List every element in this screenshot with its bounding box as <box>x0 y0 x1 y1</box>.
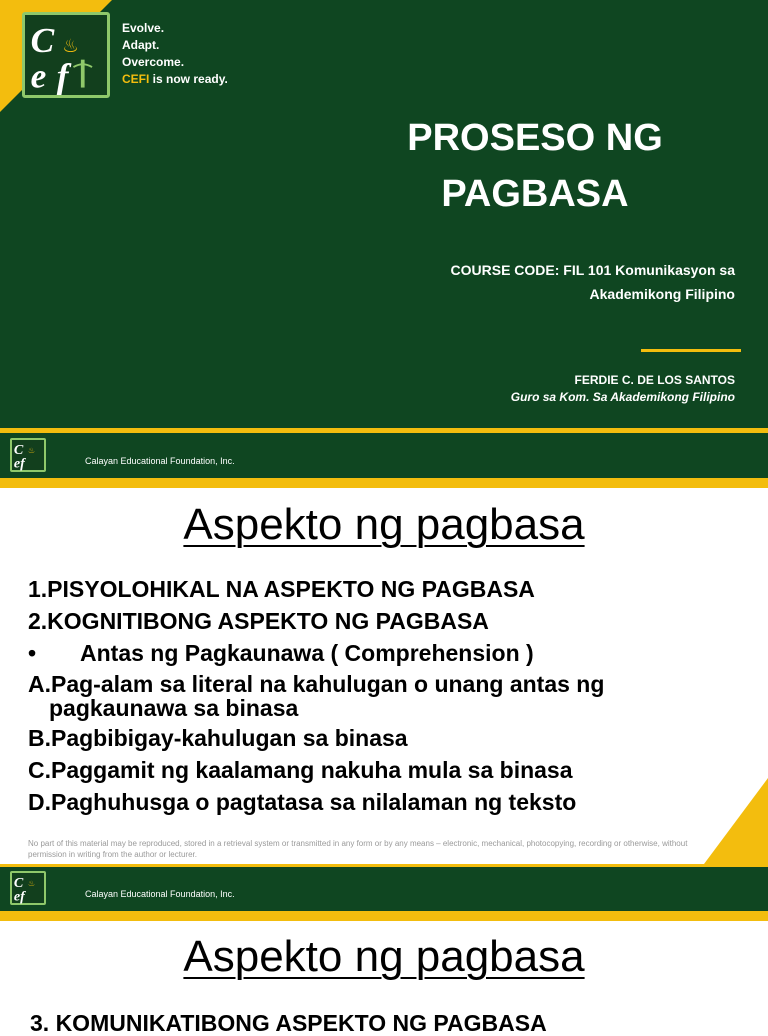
footer-stripe <box>0 911 768 921</box>
aspect-list <box>28 576 748 821</box>
title-slide <box>0 0 768 428</box>
svg-text:♨: ♨ <box>28 446 36 456</box>
tagline-ready <box>122 71 228 88</box>
slide-heading: Aspekto ng pagbasa <box>183 932 585 981</box>
tagline <box>122 20 228 88</box>
author-name: FERDIE C. DE LOS SANTOS <box>574 373 735 387</box>
tagline-line: Adapt. <box>122 38 160 52</box>
list-item: B.Pagbibigay-kahulugan sa binasa <box>28 725 408 751</box>
footer-bar <box>0 867 768 911</box>
course-line-2: Akademikong Filipino <box>589 286 735 302</box>
bullet-icon: • <box>28 640 37 666</box>
divider <box>641 349 741 352</box>
list-item: 1.PISYOLOHIKAL NA ASPEKTO NG PAGBASA <box>28 576 535 602</box>
slide-title <box>330 110 740 222</box>
copyright-disclaimer: No part of this material may be reproduced, stored in a retrieval system or transmitted in any form or by any means – electronic, mechanical, photocopying, recording or otherwise, without permission in writing from the author or lecturer. <box>28 839 688 859</box>
title-line-1: PROSESO NG <box>407 117 663 159</box>
partial-list-item <box>0 1010 768 1036</box>
course-line-1: COURSE CODE: FIL 101 Komunikasyon sa <box>450 262 735 278</box>
svg-text:e: e <box>30 56 47 96</box>
svg-text:♨: ♨ <box>28 879 36 889</box>
svg-text:ef: ef <box>13 888 25 905</box>
tagline-rest: is now ready. <box>149 72 228 86</box>
course-code <box>330 258 735 306</box>
svg-text:f: f <box>56 56 69 96</box>
title-line-2: PAGBASA <box>441 173 629 215</box>
list-item: 2.KOGNITIBONG ASPEKTO NG PAGBASA <box>28 608 489 634</box>
svg-text:C: C <box>30 21 55 61</box>
list-item <box>28 640 748 667</box>
slide-heading: Aspekto ng pagbasa <box>183 500 585 549</box>
list-item: D.Paghuhusga o pagtatasa sa nilalaman ng teksto <box>28 789 577 815</box>
corner-accent <box>704 778 768 864</box>
svg-text:C: C <box>13 442 24 459</box>
footer-org: Calayan Educational Foundation, Inc. <box>85 456 235 466</box>
author-block <box>380 372 735 406</box>
cefi-logo-icon <box>10 438 46 472</box>
tagline-line: Evolve. <box>122 21 165 35</box>
footer-bar <box>0 433 768 478</box>
svg-text:♨: ♨ <box>62 36 79 58</box>
svg-text:ef: ef <box>13 455 25 472</box>
list-item: A.Pag-alam sa literal na kahulugan o unang antas ng pagkaunawa sa binasa <box>28 671 605 721</box>
partial-list-text: 3. KOMUNIKATIBONG ASPEKTO NG PAGBASA <box>30 1010 547 1036</box>
tagline-line: Overcome. <box>122 55 185 69</box>
author-role: Guro sa Kom. Sa Akademikong Filipino <box>510 390 735 404</box>
tagline-brand: CEFI <box>122 72 150 86</box>
list-item-text: Antas ng Pagkaunawa ( Comprehension ) <box>80 640 534 666</box>
list-item: C.Paggamit ng kaalamang nakuha mula sa binasa <box>28 757 573 783</box>
footer-org: Calayan Educational Foundation, Inc. <box>85 889 235 899</box>
cefi-logo-icon <box>22 12 110 98</box>
svg-text:C: C <box>13 875 24 892</box>
cefi-logo-icon <box>10 871 46 905</box>
footer-stripe <box>0 478 768 488</box>
